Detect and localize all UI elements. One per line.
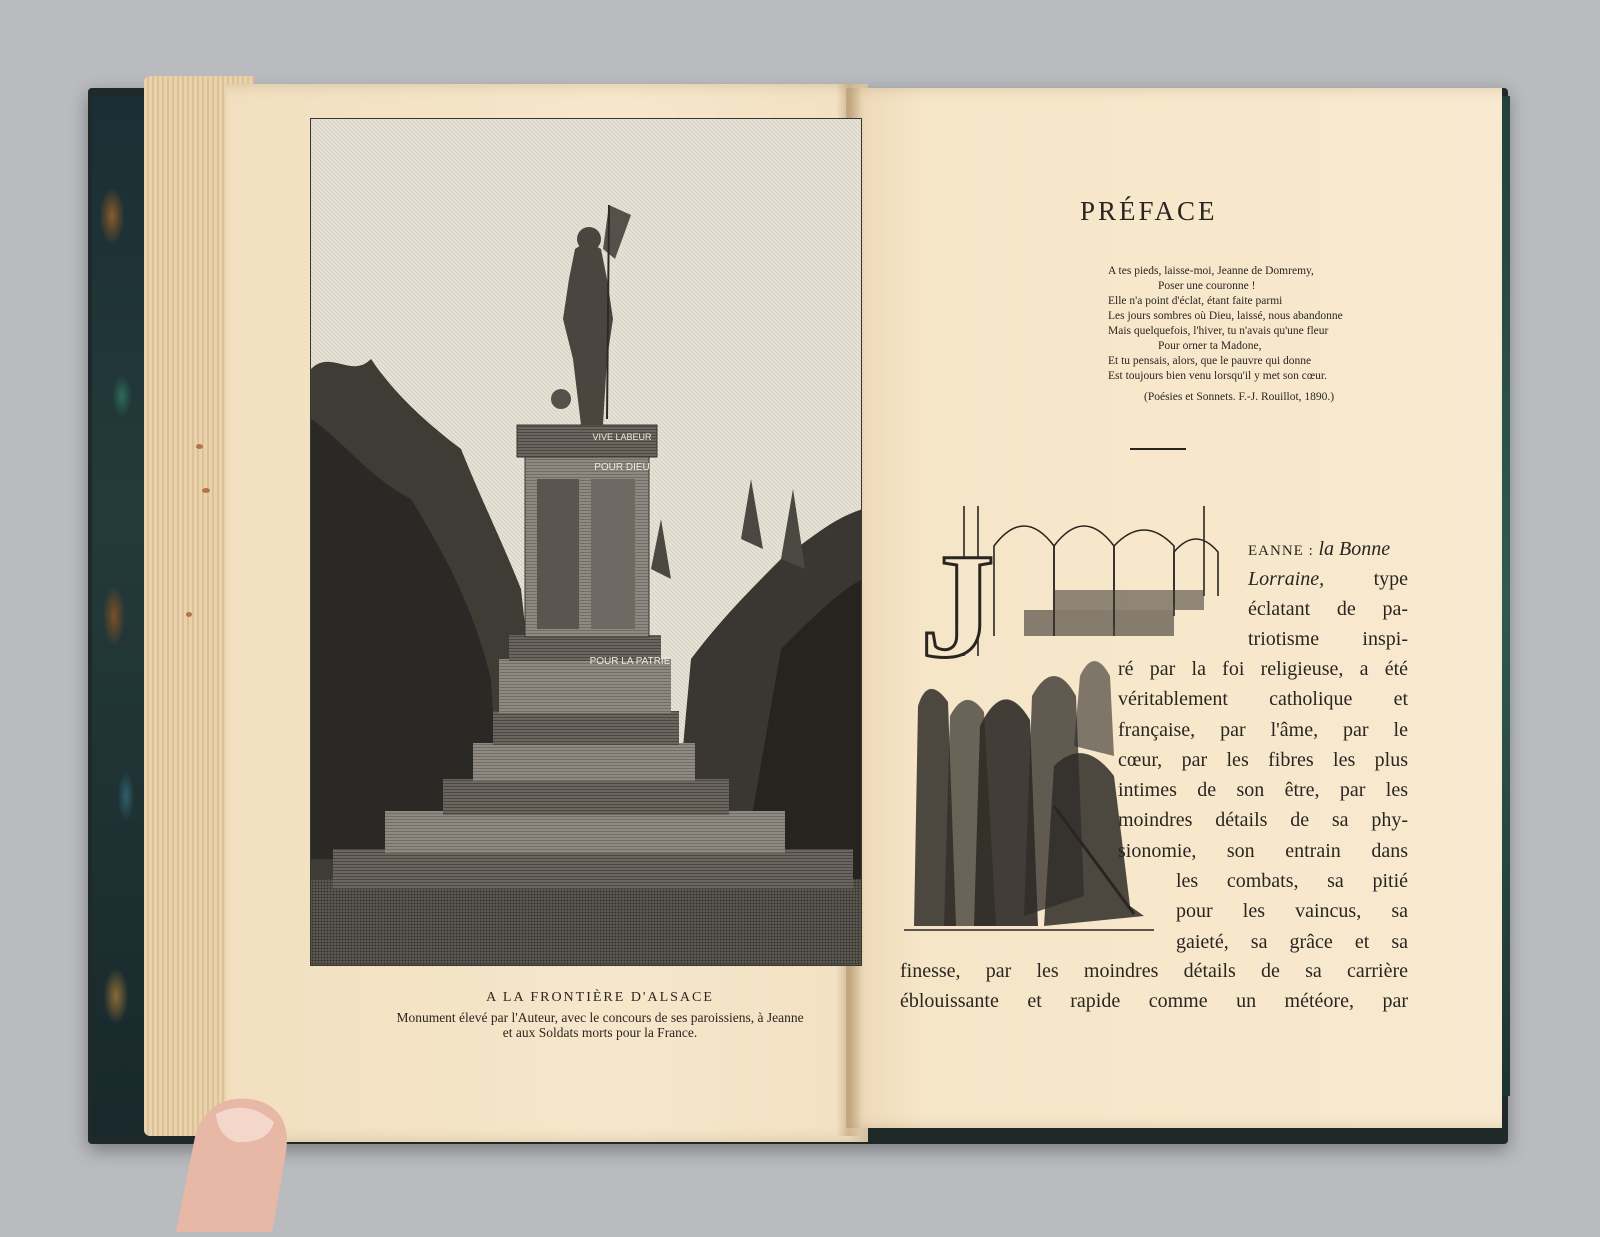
body-line: pour les vaincus, sa bbox=[1176, 900, 1408, 923]
body-line: française, par l'âme, par le bbox=[1118, 718, 1408, 741]
body-lead-italic: la Bonne bbox=[1318, 538, 1391, 560]
caption-line-1: Monument élevé par l'Auteur, avec le concours de ses paroissiens, à Jeanne bbox=[396, 1010, 804, 1025]
inscription-middle: POUR DIEU bbox=[594, 462, 650, 473]
body-line: véritablement catholique et bbox=[1118, 688, 1408, 711]
body-line: cœur, par les fibres les plus bbox=[1118, 748, 1408, 771]
poem-line: A tes pieds, laisse-moi, Jeanne de Domremy, bbox=[1108, 265, 1314, 277]
body-line: sionomie, son entrain dans bbox=[1118, 839, 1408, 862]
section-divider bbox=[1130, 448, 1186, 450]
thumb bbox=[176, 1092, 296, 1232]
body-line: les combats, sa pitié bbox=[1176, 870, 1408, 892]
poem-attribution: (Poésies et Sonnets. F.-J. Rouillot, 1890.) bbox=[1144, 391, 1335, 403]
body-line: finesse, par les moindres détails de sa carrière bbox=[900, 960, 1408, 982]
drop-cap-letter: J bbox=[920, 523, 995, 689]
poem-line: Mais quelquefois, l'hiver, tu n'avais qu'une fleur bbox=[1108, 325, 1329, 337]
poem-line: Elle n'a point d'éclat, étant faite parmi bbox=[1108, 295, 1283, 307]
body-column-narrow bbox=[1248, 594, 1408, 655]
poem-line: Pour orner ta Madone, bbox=[1158, 340, 1262, 352]
body-line: gaieté, sa grâce et sa bbox=[1176, 930, 1408, 953]
body-lead-plain: EANNE : bbox=[1248, 543, 1319, 559]
body-line: moindres détails de sa phy- bbox=[1118, 809, 1408, 832]
body-line: triotisme inspi- bbox=[1248, 628, 1408, 651]
caption-line-2: et aux Soldats morts pour la France. bbox=[502, 1025, 698, 1040]
page-title: PRÉFACE bbox=[1080, 196, 1218, 226]
body-word: type bbox=[1373, 568, 1408, 590]
inscription-base: POUR LA PATRIE bbox=[589, 656, 671, 667]
monument-engraving bbox=[310, 118, 862, 966]
caption-title: A LA FRONTIÈRE D'ALSACE bbox=[486, 990, 714, 1005]
poem-line: Poser une couronne ! bbox=[1158, 280, 1256, 292]
body-italic-word: Lorraine, bbox=[1248, 568, 1325, 590]
body-column-wide bbox=[1118, 654, 1408, 866]
marbled-binding-left bbox=[92, 96, 148, 1136]
foxing-spot bbox=[196, 444, 203, 449]
body-column-mid bbox=[1176, 866, 1408, 957]
foxing-spot bbox=[186, 612, 192, 617]
body-line-lorraine bbox=[1248, 564, 1408, 594]
poem-line: Et tu pensais, alors, que le pauvre qui donne bbox=[1108, 355, 1312, 367]
body-line: éclatant de pa- bbox=[1248, 598, 1408, 620]
epigraph-poem bbox=[1108, 264, 1428, 405]
body-line: ré par la foi religieuse, a été bbox=[1118, 658, 1408, 680]
body-line: éblouissante et rapide comme un météore, par bbox=[900, 990, 1408, 1013]
poem-line: Est toujours bien venu lorsqu'il y met son cœur. bbox=[1108, 370, 1327, 382]
caption-body bbox=[320, 1010, 880, 1040]
foxing-spot bbox=[202, 488, 210, 493]
body-column-full bbox=[900, 956, 1408, 1017]
body-lead bbox=[1248, 534, 1408, 566]
poem-line: Les jours sombres où Dieu, laissé, nous abandonne bbox=[1108, 310, 1343, 322]
body-line: intimes de son être, par les bbox=[1118, 779, 1408, 802]
inscription-top: VIVE LABEUR bbox=[592, 432, 652, 442]
